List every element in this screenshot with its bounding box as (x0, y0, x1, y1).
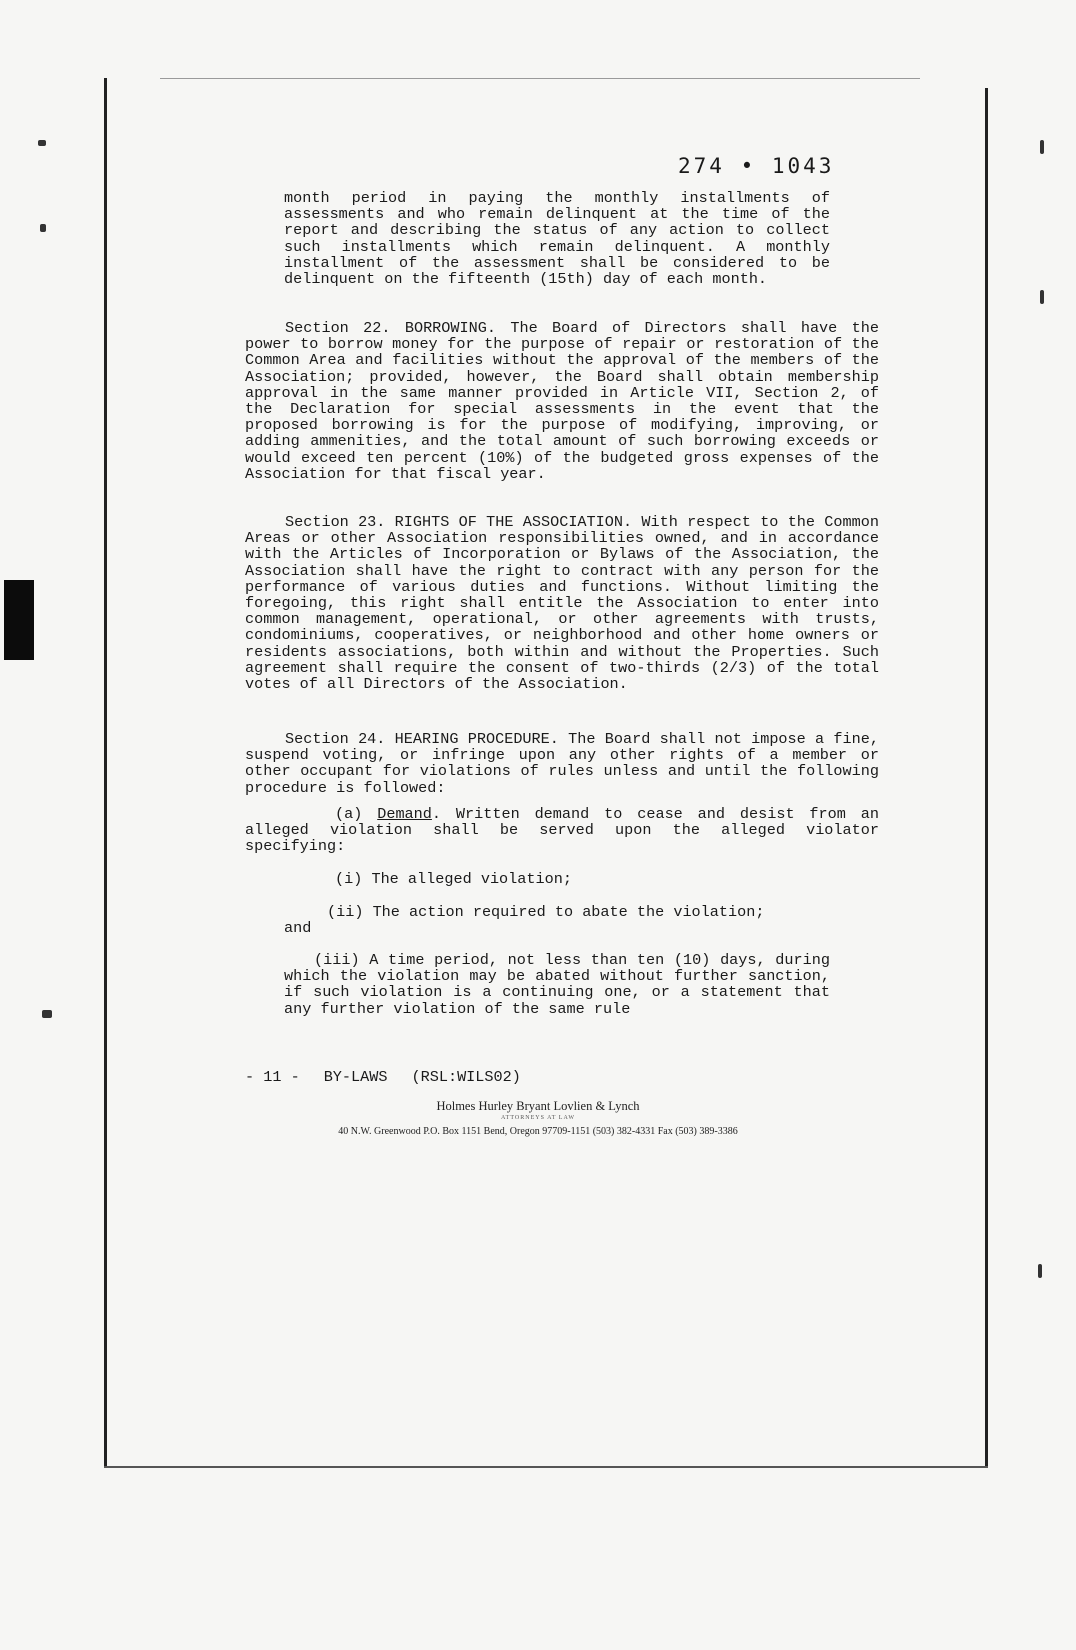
item-iii: (iii) A time period, not less than ten (10) days, during which the violation may be abated without further sanction, if such violation is a continuing one, or a statement that any further violation of the same rule (284, 951, 830, 1018)
scan-speck (1038, 1264, 1042, 1278)
section-22-heading: Section 22. BORROWING. (285, 319, 496, 337)
scan-bottom-edge (104, 1466, 988, 1468)
demand-paragraph (245, 806, 879, 855)
section-24-paragraph (245, 731, 879, 796)
footer-line (245, 1068, 521, 1086)
section-23-heading: Section 23. RIGHTS OF THE ASSOCIATION. (285, 513, 633, 531)
firm-address: 40 N.W. Greenwood P.O. Box 1151 Bend, Oregon 97709-1151 (503) 382-4331 Fax (503) 389-3386 (338, 1126, 738, 1137)
footer-doc-name: BY-LAWS (323, 1068, 388, 1086)
section-24-body: The Board shall not impose a fine, suspend voting, or infringe upon any other rights of a member or other occupant for violations of rules unless and until the following procedure is followed: (245, 730, 880, 797)
scan-black-bar (4, 580, 34, 660)
scan-speck (1040, 140, 1044, 154)
scan-speck (1040, 290, 1044, 304)
demand-title: Demand (377, 805, 432, 823)
intro-paragraph: month period in paying the monthly installments of assessments and who remain delinquent at the time of the report and describing the status of any action to collect such installments which remain delinquent. A monthly installment of the assessment shall be considered to be delinquent on the fifteenth (15th) day of each month. (284, 189, 830, 289)
section-22-body: The Board of Directors shall have the power to borrow money for the purpose of repair or restoration of the Common Area and facilities without the approval of the members of the Association; provided, however, the Board shall obtain membership approval in the same manner provided in Article VII, Section 2, of the Declaration for special assessments in the event that the proposed borrowing is for the purpose of modifying, improving, or adding ammenities, and the total amount of such borrowing exceeds or would exceed ten percent (10%) of the budgeted gross expenses of the Association for that fiscal year. (245, 319, 879, 483)
item-i: (i) The alleged violation; (335, 870, 572, 888)
page-number: 274 • 1043 (678, 154, 835, 178)
firm-name: Holmes Hurley Bryant Lovlien & Lynch (436, 1099, 640, 1113)
demand-body: . Written demand to cease and desist from an alleged violation shall be served upon the alleged violator specifying: (245, 805, 879, 856)
footer-page-marker: - 11 - (245, 1068, 300, 1086)
scan-speck (38, 140, 46, 146)
firm-subtitle: ATTORNEYS AT LAW (501, 1115, 575, 1121)
item-and: and (284, 919, 312, 937)
section-23-paragraph (245, 514, 879, 692)
section-23-body: With respect to the Common Areas or other Association responsibilities owned, and in accordance with the Articles of Incorporation or Bylaws of the Association, the Association shall have the right to contract with any person for the performance of various duties and functions. Without limiting the foregoing, this right shall entitle the Association to enter into common management, operational, or other agreements with trusts, condominiums, cooperatives, or neighborhood and other home owners or residents associations, both within and without the Properties. Such agreement shall require the consent of two-thirds (2/3) of the total votes of all Directors of the Association. (245, 513, 879, 694)
item-ii: (ii) The action required to abate the violation; (327, 903, 765, 921)
section-22-paragraph (245, 320, 879, 482)
scan-top-edge (160, 78, 920, 79)
scan-speck (42, 1010, 52, 1018)
footer-doc-code: (RSL:WILS02) (411, 1068, 521, 1086)
scan-right-edge (985, 88, 988, 1468)
demand-label: (a) (335, 805, 363, 823)
section-24-heading: Section 24. HEARING PROCEDURE. (285, 730, 559, 748)
scan-left-edge (104, 78, 107, 1468)
scan-speck (40, 224, 46, 232)
